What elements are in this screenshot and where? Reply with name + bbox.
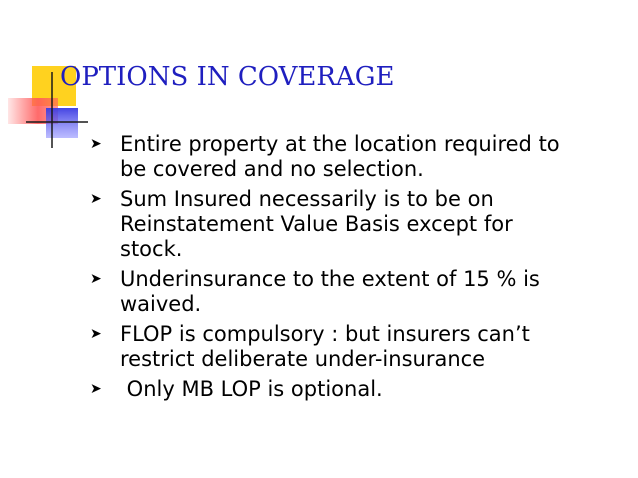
arrowhead-bullet-icon: ➤ bbox=[90, 381, 102, 397]
bullet-text: Only MB LOP is optional. bbox=[120, 377, 383, 401]
bullet-text: Entire property at the location required to be covered and no selection. bbox=[120, 132, 560, 181]
arrowhead-bullet-icon: ➤ bbox=[90, 326, 102, 342]
bullet-list bbox=[92, 132, 572, 405]
slide-title: OPTIONS IN COVERAGE bbox=[60, 62, 395, 92]
list-item bbox=[92, 187, 572, 262]
bullet-text: FLOP is compulsory : but insurers can’t restrict deliberate under-insurance bbox=[120, 322, 530, 371]
list-item bbox=[92, 132, 572, 182]
list-item bbox=[92, 267, 572, 317]
arrowhead-bullet-icon: ➤ bbox=[90, 136, 102, 152]
arrowhead-bullet-icon: ➤ bbox=[90, 271, 102, 287]
bullet-text: Underinsurance to the extent of 15 % is waived. bbox=[120, 267, 540, 316]
blue-square bbox=[46, 108, 78, 138]
list-item bbox=[92, 322, 572, 372]
list-item bbox=[92, 377, 572, 402]
bullet-text: Sum Insured necessarily is to be on Reinstatement Value Basis except for stock. bbox=[120, 187, 513, 261]
arrowhead-bullet-icon: ➤ bbox=[90, 191, 102, 207]
